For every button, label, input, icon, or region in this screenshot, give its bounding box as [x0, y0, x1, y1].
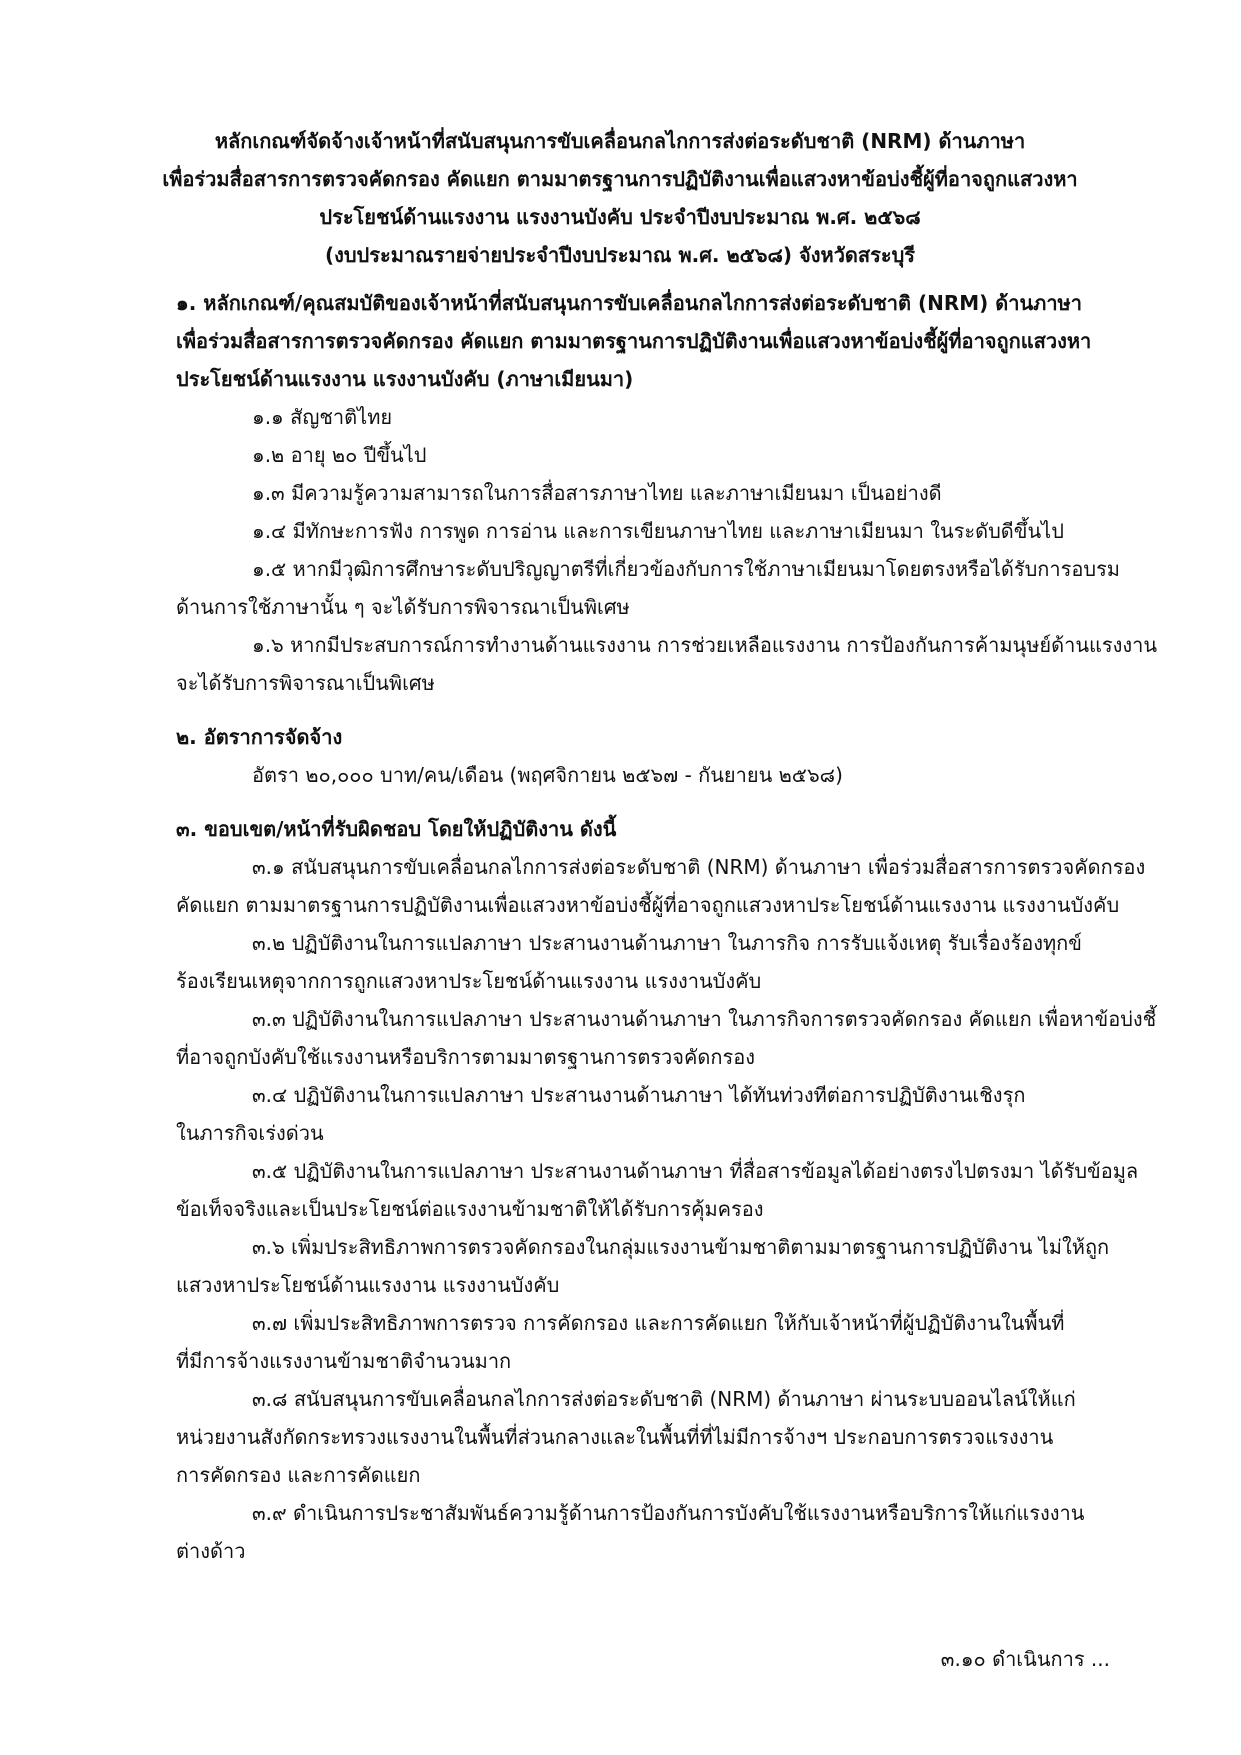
section-gap [176, 794, 1110, 810]
document-title [150, 122, 1090, 274]
section-3-heading: ๓. ขอบเขต/หน้าที่รับผิดชอบ โดยให้ปฏิบัติงาน ดังนี้ [176, 817, 617, 841]
item-3-5-line-1: ๓.๕ ปฏิบัติงานในการแปลภาษา ประสานงานด้านภาษา ที่สื่อสารข้อมูลได้อย่างตรงไปตรงมา ได้รับข้อมูล [252, 1159, 1139, 1183]
item-1-6-line-2: จะได้รับการพิจารณาเป็นพิเศษ [176, 671, 435, 695]
item-3-3-line-2: ที่อาจถูกบังคับใช้แรงงานหรือบริการตามมาตรฐานการตรวจคัดกรอง [176, 1045, 756, 1069]
item-3-2-line-2: ร้องเรียนเหตุจากการถูกแสวงหาประโยชน์ด้านแรงงาน แรงงานบังคับ [176, 969, 762, 993]
title-line-4: (งบประมาณรายจ่ายประจำปีงบประมาณ พ.ศ. ๒๕๖๘) จังหวัดสระบุรี [324, 243, 916, 267]
item-3-1-line-2: คัดแยก ตามมาตรฐานการปฏิบัติงานเพื่อแสวงหาข้อบ่งชี้ผู้ที่อาจถูกแสวงหาประโยชน์ด้านแรงงาน แรงงานบังคับ [176, 893, 1120, 917]
item-3-8-line-1: ๓.๘ สนับสนุนการขับเคลื่อนกลไกการส่งต่อระดับชาติ (NRM) ด้านภาษา ผ่านระบบออนไลน์ให้แก่ [252, 1387, 1076, 1411]
section-2-heading: ๒. อัตราการจัดจ้าง [176, 725, 343, 749]
item-3-2-line-1: ๓.๒ ปฏิบัติงานในการแปลภาษา ประสานงานด้านภาษา ในภารกิจ การรับแจ้งเหตุ รับเรื่องร้องทุกข์ [252, 931, 1082, 955]
item-1-5-line-1: ๑.๕ หากมีวุฒิการศึกษาระดับปริญญาตรีที่เกี่ยวข้องกับการใช้ภาษาเมียนมาโดยตรงหรือได้รับการอบรม [252, 557, 1120, 581]
item-3-7-line-2: ที่มีการจ้างแรงงานข้ามชาติจำนวนมาก [176, 1349, 512, 1373]
item-1-4: ๑.๔ มีทักษะการฟัง การพูด การอ่าน และการเขียนภาษาไทย และภาษาเมียนมา ในระดับดีขึ้นไป [252, 519, 1064, 543]
item-3-4-line-2: ในภารกิจเร่งด่วน [176, 1121, 324, 1145]
title-line-2: เพื่อร่วมสื่อสารการตรวจคัดกรอง คัดแยก ตามมาตรฐานการปฏิบัติงานเพื่อแสวงหาข้อบ่งชี้ผู้ที่อาจถูกแสวงหา [162, 167, 1078, 191]
item-1-6-line-1: ๑.๖ หากมีประสบการณ์การทำงานด้านแรงงาน การช่วยเหลือแรงงาน การป้องกันการค้ามนุษย์ด้านแรงงาน [252, 633, 1158, 657]
item-1-1: ๑.๑ สัญชาติไทย [252, 405, 393, 429]
item-1-2: ๑.๒ อายุ ๒๐ ปีขึ้นไป [252, 443, 427, 467]
page-continuation-note: ๓.๑๐ ดำเนินการ ... [940, 1647, 1110, 1671]
section-2 [176, 718, 1110, 794]
title-line-3: ประโยชน์ด้านแรงงาน แรงงานบังคับ ประจำปีงบประมาณ พ.ศ. ๒๕๖๘ [319, 205, 921, 229]
section-1 [176, 284, 1158, 702]
item-3-8-line-2: หน่วยงานสังกัดกระทรวงแรงงานในพื้นที่ส่วนกลางและในพื้นที่ที่ไม่มีการจ้างฯ ประกอบการตรวจแรงงาน [176, 1425, 1054, 1449]
section-gap [176, 702, 1110, 718]
item-3-5-line-2: ข้อเท็จจริงและเป็นประโยชน์ต่อแรงงานข้ามชาติให้ได้รับการคุ้มครอง [176, 1197, 764, 1221]
item-3-3-line-1: ๓.๓ ปฏิบัติงานในการแปลภาษา ประสานงานด้านภาษา ในภารกิจการตรวจคัดกรอง คัดแยก เพื่อหาข้อบ่งชี้ [252, 1007, 1157, 1031]
section-3 [176, 810, 1157, 1570]
title-line-1: หลักเกณฑ์จัดจ้างเจ้าหน้าที่สนับสนุนการขับเคลื่อนกลไกการส่งต่อระดับชาติ (NRM) ด้านภาษา [214, 129, 1026, 153]
section-1-heading-line-1: ๑. หลักเกณฑ์/คุณสมบัติของเจ้าหน้าที่สนับสนุนการขับเคลื่อนกลไกการส่งต่อระดับชาติ (NRM) ด้านภาษา [176, 291, 1082, 315]
document-body [176, 284, 1158, 1570]
item-3-4-line-1: ๓.๔ ปฏิบัติงานในการแปลภาษา ประสานงานด้านภาษา ได้ทันท่วงทีต่อการปฏิบัติงานเชิงรุก [252, 1083, 1026, 1107]
item-3-1-line-1: ๓.๑ สนับสนุนการขับเคลื่อนกลไกการส่งต่อระดับชาติ (NRM) ด้านภาษา เพื่อร่วมสื่อสารการตรวจคัดกรอง [252, 855, 1146, 879]
item-3-7-line-1: ๓.๗ เพิ่มประสิทธิภาพการตรวจ การคัดกรอง และการคัดแยก ให้กับเจ้าหน้าที่ผู้ปฏิบัติงานในพื้นที่ [252, 1311, 1065, 1335]
item-3-9-line-1: ๓.๙ ดำเนินการประชาสัมพันธ์ความรู้ด้านการป้องกันการบังคับใช้แรงงานหรือบริการให้แก่แรงงาน [252, 1501, 1085, 1525]
item-3-6-line-2: แสวงหาประโยชน์ด้านแรงงาน แรงงานบังคับ [176, 1273, 560, 1297]
item-3-6-line-1: ๓.๖ เพิ่มประสิทธิภาพการตรวจคัดกรองในกลุ่มแรงงานข้ามชาติตามมาตรฐานการปฏิบัติงาน ไม่ให้ถูก [252, 1235, 1110, 1259]
section-1-heading-line-3: ประโยชน์ด้านแรงงาน แรงงานบังคับ (ภาษาเมียนมา) [176, 367, 634, 391]
section-1-heading-line-2: เพื่อร่วมสื่อสารการตรวจคัดกรอง คัดแยก ตามมาตรฐานการปฏิบัติงานเพื่อแสวงหาข้อบ่งชี้ผู้ที่อาจถูกแสวงหา [176, 329, 1092, 353]
item-1-5-line-2: ด้านการใช้ภาษานั้น ๆ จะได้รับการพิจารณาเป็นพิเศษ [176, 595, 630, 619]
item-3-9-line-2: ต่างด้าว [176, 1539, 246, 1563]
item-1-3: ๑.๓ มีความรู้ความสามารถในการสื่อสารภาษาไทย และภาษาเมียนมา เป็นอย่างดี [252, 481, 942, 505]
hiring-rate: อัตรา ๒๐,๐๐๐ บาท/คน/เดือน (พฤศจิกายน ๒๕๖๗ - กันยายน ๒๕๖๘) [252, 763, 843, 787]
item-3-8-line-3: การคัดกรอง และการคัดแยก [176, 1463, 421, 1487]
